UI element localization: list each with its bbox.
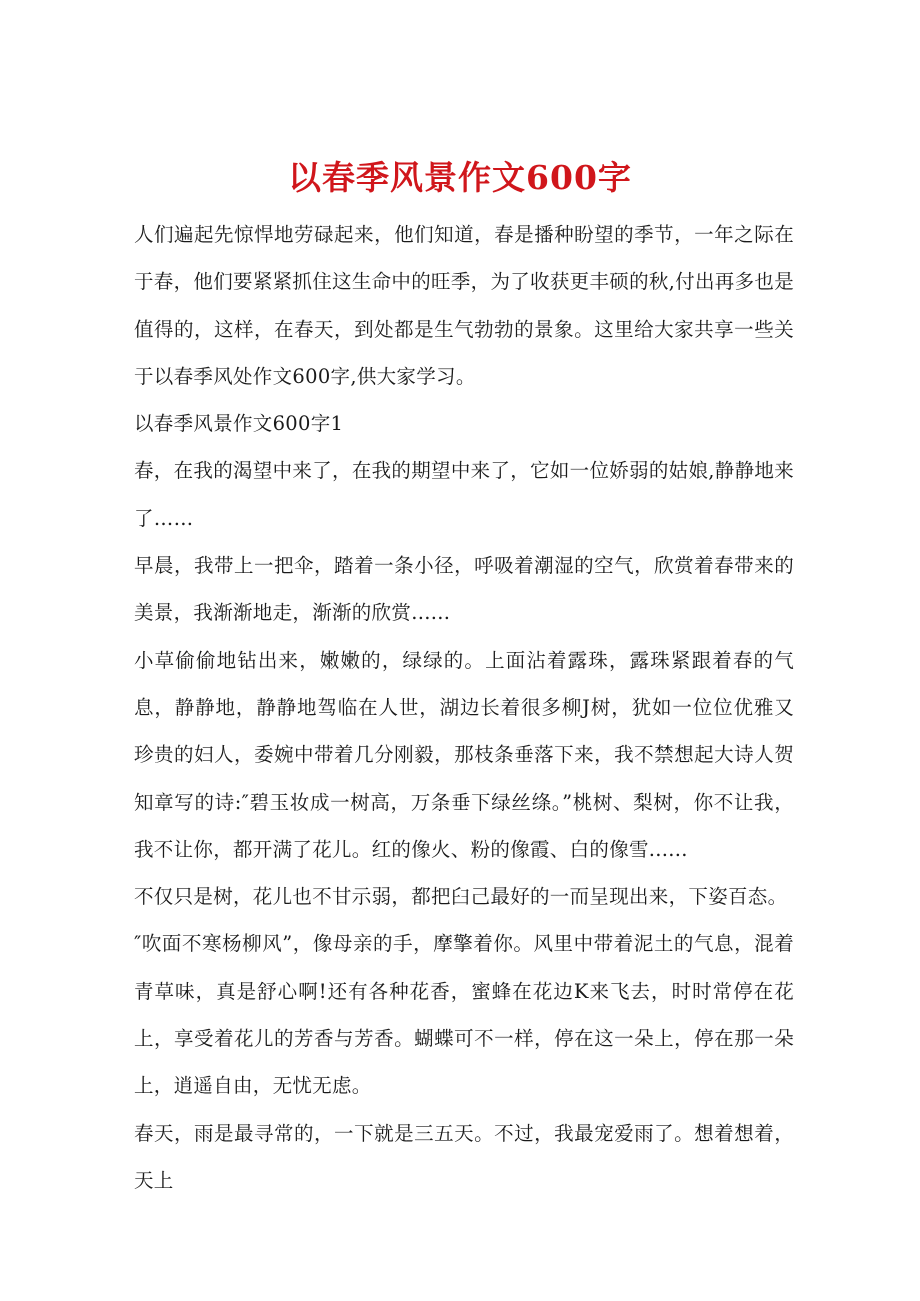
paragraph: 春，在我的渴望中来了，在我的期望中来了，它如一位娇弱的姑娘,静静地来了…… (134, 459, 794, 530)
paragraph: 早晨，我带上一把伞，踏着一条小径，呼吸着潮湿的空气，欣赏着春带来的美景，我渐渐地走，渐渐的欣赏...... (134, 554, 794, 625)
paragraph: ″吹面不寒杨柳风”，像母亲的手，摩擎着你。风里中带着泥土的气息，混着青草味，真是舒心啊!还有各种花香，蜜蜂在花边K来飞去，时时常停在花上，享受着花儿的芳香与芳香。蝴蝶可不一样，停在这一朵上，停在那一朵上，逍遥自由，无忧无虑。 (134, 932, 794, 1098)
document-body (134, 211, 794, 1204)
paragraph: 不仅只是树，花儿也不甘示弱，都把臼己最好的一而呈现出来，下姿百态。 (134, 885, 788, 909)
paragraph: 小草偷偷地钻出来，嫩嫩的，绿绿的。上面沾着露珠，露珠紧跟着春的气息，静静地，静静地驾临在人世，湖边长着很多柳J树，犹如一位位优雅又珍贵的妇人，委婉中带着几分刚毅，那枝条垂落下来，我不禁想起大诗人贺知章写的诗:″碧玉妆成一树高，万条垂下绿丝绦。”桃树、梨树，你不让我，我不让你，都开满了花儿。红的像火、粉的像霞、白的像雪...... (134, 648, 794, 861)
document-title: 以春季风景作文600字 (288, 158, 632, 198)
paragraph: 春天，雨是最寻常的，一下就是三五天。不过，我最宠爱雨了。想着想着，天上 (134, 1121, 794, 1192)
section-heading: 以春季风景作文600字1 (134, 412, 344, 436)
paragraph-intro: 人们遍起先惊悍地劳碌起来，他们知道，春是播种盼望的季节，一年之际在于春，他们要紧紧抓住这生命中的旺季，为了收获更丰硕的秋,付出再多也是值得的，这样，在春天，到处都是生气勃勃的景象。这里给大家共享一些关于以春季风处作文600字,供大家学习。 (134, 223, 794, 388)
